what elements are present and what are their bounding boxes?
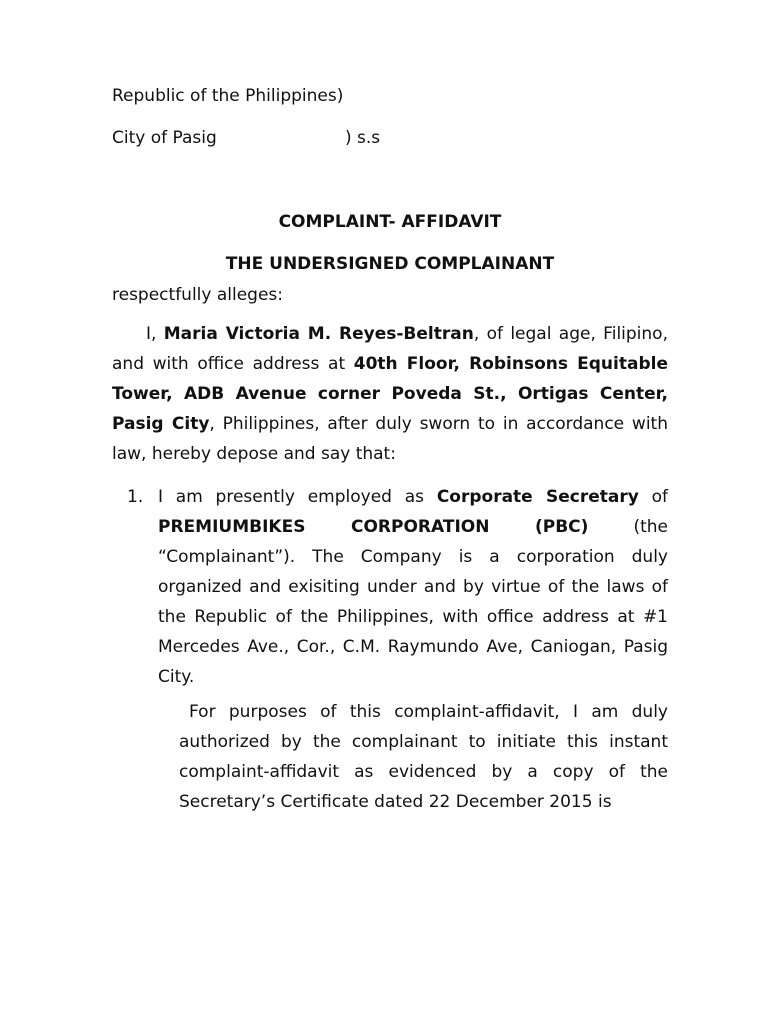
intro-mid: , of legal age, Filipino, and with office address at bbox=[112, 324, 668, 374]
venue-ss: ) s.s bbox=[345, 128, 381, 148]
purposes-paragraph: For purposes of this complaint-affidavit, I am duly authorized by the complainant to initiate this instant complaint-affidavit as evidenced by a copy of the Secretary’s Certificate dated 22 December 2015 is bbox=[179, 702, 668, 812]
affiant-name: Maria Victoria M. Reyes-Beltran bbox=[163, 324, 474, 344]
intro-paragraph bbox=[112, 319, 668, 469]
company-name: PREMIUMBIKES CORPORATION (PBC) bbox=[158, 517, 589, 537]
intro-end: , Philippines, after duly sworn to in accordance with law, hereby depose and say that: bbox=[112, 414, 668, 464]
venue-republic: Republic of the Philippines) bbox=[112, 86, 344, 106]
item-number: 1. bbox=[127, 487, 144, 507]
venue-city-name: City of Pasig bbox=[112, 128, 217, 148]
document-title: COMPLAINT- AFFIDAVIT bbox=[278, 212, 502, 232]
item-1-start: I am presently employed as bbox=[158, 487, 437, 507]
affiant-position: Corporate Secretary bbox=[436, 487, 639, 507]
document-subtitle: THE UNDERSIGNED COMPLAINANT bbox=[225, 254, 555, 274]
item-1-rest: (the “Complainant”). The Company is a corporation duly organized and exisiting under and by virtue of the laws of the Republic of the Philippines, with office address at #1 Mercedes Ave., Cor., C.M. Raymundo Ave, Caniogan, Pasig City. bbox=[158, 517, 669, 687]
respectfully-alleges: respectfully alleges: bbox=[112, 285, 284, 305]
item-1-text bbox=[158, 482, 668, 692]
item-1-of: of bbox=[638, 487, 669, 507]
intro-start: I, bbox=[146, 324, 164, 344]
office-address: 40th Floor, Robinsons Equitable Tower, ADB Avenue corner Poveda St., Ortigas Center, Pasig City bbox=[112, 354, 668, 434]
venue-city bbox=[112, 127, 381, 149]
numbered-item-1 bbox=[127, 482, 668, 692]
